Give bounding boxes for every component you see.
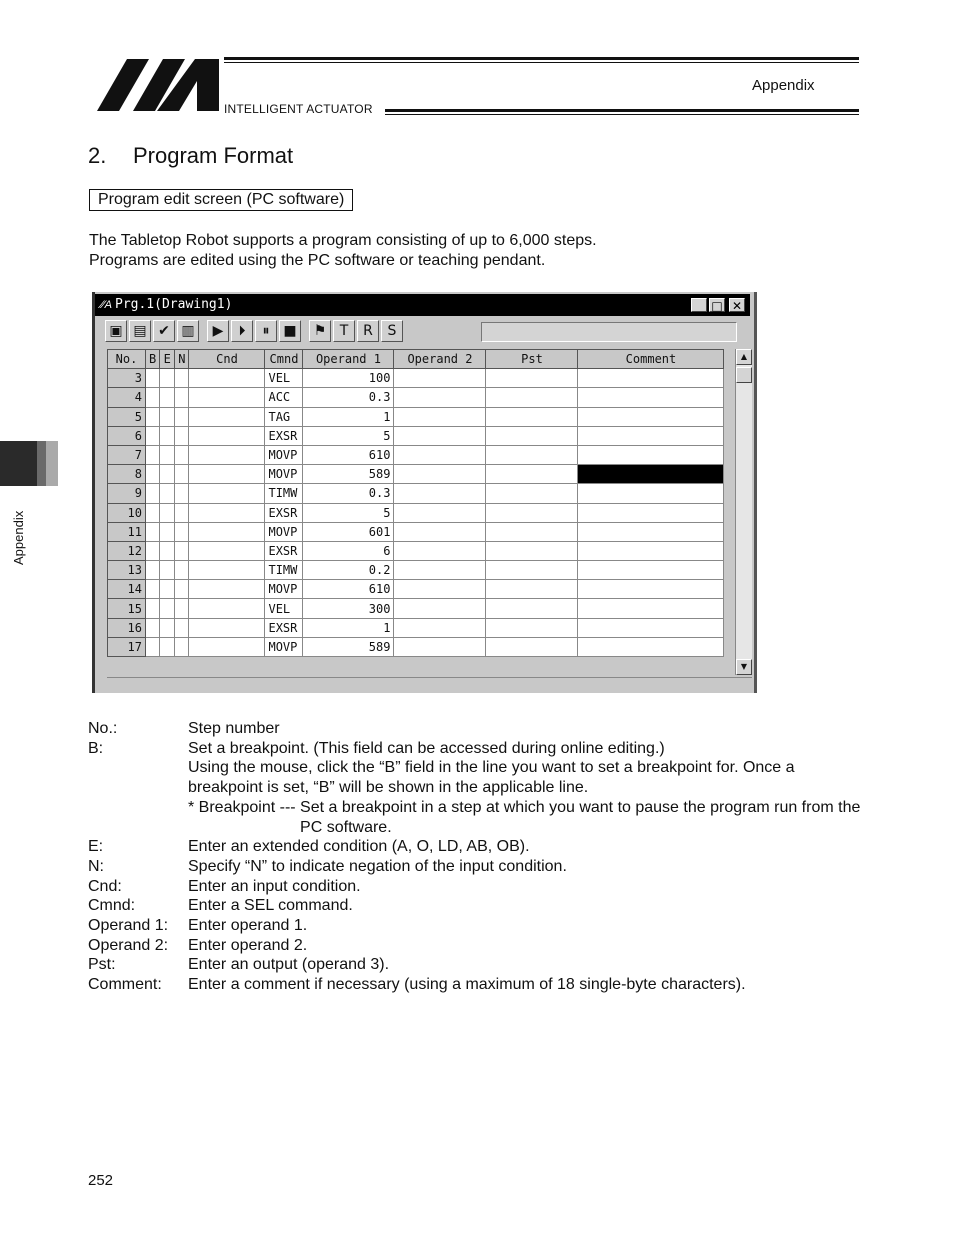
command-cell[interactable]: EXSR bbox=[265, 426, 303, 445]
select-icon[interactable]: ▤ bbox=[129, 320, 151, 342]
pst-cell[interactable] bbox=[486, 599, 578, 618]
operand2-cell[interactable] bbox=[394, 580, 486, 599]
pst-cell[interactable] bbox=[486, 388, 578, 407]
definition-term: Operand 2: bbox=[88, 936, 169, 954]
breakpoint-cell[interactable] bbox=[146, 503, 160, 522]
extended-condition-cell[interactable] bbox=[160, 599, 175, 618]
pst-cell[interactable] bbox=[486, 503, 578, 522]
operand2-cell[interactable] bbox=[394, 618, 486, 637]
comment-cell[interactable] bbox=[578, 561, 724, 580]
run-icon[interactable]: ▶ bbox=[207, 320, 229, 342]
table-row[interactable] bbox=[108, 407, 724, 426]
command-cell[interactable]: EXSR bbox=[265, 618, 303, 637]
table-row[interactable] bbox=[108, 580, 724, 599]
definition-term: Cmnd: bbox=[88, 897, 136, 915]
table-row[interactable] bbox=[108, 541, 724, 560]
operand2-cell[interactable] bbox=[394, 561, 486, 580]
pst-cell[interactable] bbox=[486, 445, 578, 464]
table-row[interactable] bbox=[108, 484, 724, 503]
pause-icon[interactable]: ⏸ bbox=[255, 320, 277, 342]
definition-term: No.: bbox=[88, 720, 118, 737]
step-number-cell[interactable]: 9 bbox=[108, 484, 146, 503]
pst-cell[interactable] bbox=[486, 618, 578, 637]
definition-desc: Enter operand 2. bbox=[188, 936, 308, 954]
negation-cell[interactable] bbox=[175, 407, 189, 426]
col-header-b[interactable]: B bbox=[146, 350, 160, 369]
command-cell[interactable]: TIMW bbox=[265, 561, 303, 580]
comment-cell[interactable] bbox=[578, 388, 724, 407]
negation-cell[interactable] bbox=[175, 599, 189, 618]
breakpoint-cell[interactable] bbox=[146, 637, 160, 656]
extended-condition-cell[interactable] bbox=[160, 407, 175, 426]
section-heading bbox=[88, 143, 293, 169]
operand2-cell[interactable] bbox=[394, 445, 486, 464]
definition-term: N: bbox=[88, 857, 104, 875]
extended-condition-cell[interactable] bbox=[160, 484, 175, 503]
comment-cell[interactable] bbox=[578, 637, 724, 656]
input-condition-cell[interactable] bbox=[189, 369, 265, 388]
definition-row bbox=[88, 877, 868, 897]
table-row[interactable] bbox=[108, 618, 724, 637]
extended-condition-cell[interactable] bbox=[160, 445, 175, 464]
breakpoint-cell[interactable] bbox=[146, 445, 160, 464]
negation-cell[interactable] bbox=[175, 369, 189, 388]
operand2-cell[interactable] bbox=[394, 541, 486, 560]
pst-cell[interactable] bbox=[486, 465, 578, 484]
window-title: Prg.1(Drawing1) bbox=[115, 297, 233, 312]
operand1-cell[interactable]: 1 bbox=[303, 407, 394, 426]
definition-term: Pst: bbox=[88, 956, 116, 974]
pst-cell[interactable] bbox=[486, 541, 578, 560]
step-number-cell[interactable]: 3 bbox=[108, 369, 146, 388]
negation-cell[interactable] bbox=[175, 541, 189, 560]
intro-line: The Tabletop Robot supports a program consisting of up to 6,000 steps. bbox=[89, 232, 597, 249]
operand1-cell[interactable]: 6 bbox=[303, 541, 394, 560]
extended-condition-cell[interactable] bbox=[160, 541, 175, 560]
extended-condition-cell[interactable] bbox=[160, 580, 175, 599]
definition-row bbox=[88, 975, 868, 995]
operand1-cell[interactable]: 1 bbox=[303, 618, 394, 637]
scroll-down-icon[interactable]: ▼ bbox=[736, 659, 752, 675]
col-header-pst[interactable]: Pst bbox=[486, 350, 578, 369]
operand2-cell[interactable] bbox=[394, 465, 486, 484]
pst-cell[interactable] bbox=[486, 426, 578, 445]
input-condition-cell[interactable] bbox=[189, 426, 265, 445]
input-condition-cell[interactable] bbox=[189, 580, 265, 599]
operand1-cell[interactable]: 589 bbox=[303, 465, 394, 484]
negation-cell[interactable] bbox=[175, 484, 189, 503]
program-edit-window bbox=[92, 292, 757, 693]
step-number-cell[interactable]: 11 bbox=[108, 522, 146, 541]
header-company-name: INTELLIGENT ACTUATOR bbox=[224, 102, 373, 116]
negation-cell[interactable] bbox=[175, 465, 189, 484]
col-header-n[interactable]: N bbox=[175, 350, 189, 369]
breakpoint-cell[interactable] bbox=[146, 599, 160, 618]
col-header-operand2[interactable]: Operand 2 bbox=[394, 350, 486, 369]
scroll-up-icon[interactable]: ▲ bbox=[736, 349, 752, 365]
cube-t-icon[interactable]: T bbox=[333, 320, 355, 342]
definition-term bbox=[88, 758, 188, 797]
negation-cell[interactable] bbox=[175, 426, 189, 445]
input-condition-cell[interactable] bbox=[189, 637, 265, 656]
comment-cell[interactable] bbox=[578, 503, 724, 522]
command-cell[interactable]: MOVP bbox=[265, 580, 303, 599]
step-number-cell[interactable]: 6 bbox=[108, 426, 146, 445]
table-row[interactable] bbox=[108, 561, 724, 580]
table-row[interactable] bbox=[108, 465, 724, 484]
definition-term: Cnd: bbox=[88, 877, 122, 895]
operand2-cell[interactable] bbox=[394, 369, 486, 388]
step-number-cell[interactable]: 12 bbox=[108, 541, 146, 560]
step-number-cell[interactable]: 16 bbox=[108, 618, 146, 637]
breakpoint-cell[interactable] bbox=[146, 541, 160, 560]
check-icon[interactable]: ✔ bbox=[153, 320, 175, 342]
side-tab-label: Appendix bbox=[11, 510, 26, 565]
breakpoint-note bbox=[188, 798, 868, 837]
definition-term bbox=[88, 798, 188, 837]
command-cell[interactable]: ACC bbox=[265, 388, 303, 407]
table-row[interactable] bbox=[108, 388, 724, 407]
extended-condition-cell[interactable] bbox=[160, 618, 175, 637]
operand2-cell[interactable] bbox=[394, 388, 486, 407]
negation-cell[interactable] bbox=[175, 618, 189, 637]
toolbar bbox=[105, 320, 405, 344]
input-condition-cell[interactable] bbox=[189, 618, 265, 637]
command-cell[interactable]: TIMW bbox=[265, 484, 303, 503]
comment-cell[interactable] bbox=[578, 369, 724, 388]
step-run-icon[interactable]: ⏵ bbox=[231, 320, 253, 342]
intro-line: Programs are edited using the PC software or teaching pendant. bbox=[89, 251, 546, 269]
definition-desc: Set a breakpoint. (This field can be accessed during online editing.) bbox=[188, 739, 665, 757]
extended-condition-cell[interactable] bbox=[160, 369, 175, 388]
operand1-cell[interactable]: 100 bbox=[303, 369, 394, 388]
extended-condition-cell[interactable] bbox=[160, 522, 175, 541]
table-row[interactable] bbox=[108, 503, 724, 522]
operand2-cell[interactable] bbox=[394, 503, 486, 522]
command-cell[interactable]: MOVP bbox=[265, 465, 303, 484]
definition-desc: Enter an extended condition (A, O, LD, AB, OB). bbox=[188, 838, 530, 856]
operand2-cell[interactable] bbox=[394, 426, 486, 445]
definition-desc: Enter an output (operand 3). bbox=[188, 956, 390, 974]
scroll-thumb[interactable] bbox=[736, 367, 752, 383]
definition-row bbox=[88, 837, 868, 857]
minimize-button[interactable]: _ bbox=[691, 298, 707, 312]
breakpoint-cell[interactable] bbox=[146, 407, 160, 426]
intro-paragraph bbox=[89, 231, 597, 270]
operand1-cell[interactable]: 0.3 bbox=[303, 484, 394, 503]
definition-row bbox=[88, 955, 868, 975]
note-label: * Breakpoint --- bbox=[188, 798, 301, 816]
input-condition-cell[interactable] bbox=[189, 484, 265, 503]
step-number-cell[interactable]: 13 bbox=[108, 561, 146, 580]
input-condition-cell[interactable] bbox=[189, 445, 265, 464]
step-number-cell[interactable]: 5 bbox=[108, 407, 146, 426]
definition-desc: Using the mouse, click the “B” field in the line you want to set a breakpoint for. Once a breakpoint is set, “B” will be shown in the applicable line. bbox=[188, 759, 795, 797]
col-header-cnd[interactable]: Cnd bbox=[189, 350, 265, 369]
operand1-cell[interactable]: 589 bbox=[303, 637, 394, 656]
header-rule-bottom bbox=[385, 109, 859, 115]
negation-cell[interactable] bbox=[175, 522, 189, 541]
comment-cell[interactable] bbox=[578, 522, 724, 541]
command-cell[interactable]: EXSR bbox=[265, 541, 303, 560]
comment-cell[interactable] bbox=[578, 618, 724, 637]
operand1-cell[interactable]: 610 bbox=[303, 445, 394, 464]
col-header-no[interactable]: No. bbox=[108, 350, 146, 369]
status-bar bbox=[107, 677, 752, 692]
input-condition-cell[interactable] bbox=[189, 407, 265, 426]
negation-cell[interactable] bbox=[175, 503, 189, 522]
definition-term: Comment: bbox=[88, 976, 162, 994]
table-row[interactable] bbox=[108, 522, 724, 541]
stop-icon[interactable]: ■ bbox=[279, 320, 301, 342]
maximize-button[interactable]: □ bbox=[709, 298, 725, 312]
pst-cell[interactable] bbox=[486, 637, 578, 656]
definition-row bbox=[88, 758, 868, 797]
col-header-cmnd[interactable]: Cmnd bbox=[265, 350, 303, 369]
breakpoint-cell[interactable] bbox=[146, 561, 160, 580]
program-grid bbox=[107, 349, 724, 657]
command-cell[interactable]: MOVP bbox=[265, 522, 303, 541]
definition-row bbox=[88, 916, 868, 936]
note-text: Set a breakpoint in a step at which you want to pause the program run from the PC software. bbox=[300, 798, 861, 836]
comment-cell[interactable] bbox=[578, 484, 724, 503]
comment-cell[interactable] bbox=[578, 599, 724, 618]
col-header-operand1[interactable]: Operand 1 bbox=[303, 350, 394, 369]
side-tab-marker bbox=[0, 441, 58, 486]
command-cell[interactable]: VEL bbox=[265, 599, 303, 618]
definition-row bbox=[88, 896, 868, 916]
step-number-cell[interactable]: 10 bbox=[108, 503, 146, 522]
header-rule-top bbox=[224, 57, 859, 63]
negation-cell[interactable] bbox=[175, 388, 189, 407]
pst-cell[interactable] bbox=[486, 522, 578, 541]
save-icon[interactable]: ▣ bbox=[105, 320, 127, 342]
table-row[interactable] bbox=[108, 445, 724, 464]
col-header-comment[interactable]: Comment bbox=[578, 350, 724, 369]
command-cell[interactable]: VEL bbox=[265, 369, 303, 388]
step-number-cell[interactable]: 15 bbox=[108, 599, 146, 618]
comment-cell[interactable] bbox=[578, 426, 724, 445]
step-number-cell[interactable]: 14 bbox=[108, 580, 146, 599]
operand2-cell[interactable] bbox=[394, 407, 486, 426]
close-button[interactable]: ✕ bbox=[729, 298, 745, 312]
pst-cell[interactable] bbox=[486, 369, 578, 388]
extended-condition-cell[interactable] bbox=[160, 426, 175, 445]
operand1-cell[interactable]: 601 bbox=[303, 522, 394, 541]
breakpoint-cell[interactable] bbox=[146, 465, 160, 484]
table-row[interactable] bbox=[108, 637, 724, 656]
pst-cell[interactable] bbox=[486, 484, 578, 503]
breakpoint-cell[interactable] bbox=[146, 580, 160, 599]
negation-cell[interactable] bbox=[175, 561, 189, 580]
table-row[interactable] bbox=[108, 369, 724, 388]
pst-cell[interactable] bbox=[486, 561, 578, 580]
definition-desc: Specify “N” to indicate negation of the input condition. bbox=[188, 857, 567, 875]
definition-term: B: bbox=[88, 739, 104, 757]
operand1-cell[interactable]: 5 bbox=[303, 426, 394, 445]
breakpoint-cell[interactable] bbox=[146, 618, 160, 637]
table-row[interactable] bbox=[108, 426, 724, 445]
definition-term: Operand 1: bbox=[88, 917, 169, 935]
input-condition-cell[interactable] bbox=[189, 503, 265, 522]
definition-desc: Enter a comment if necessary (using a maximum of 18 single-byte characters). bbox=[188, 976, 746, 994]
negation-cell[interactable] bbox=[175, 445, 189, 464]
step-number-cell[interactable]: 7 bbox=[108, 445, 146, 464]
negation-cell[interactable] bbox=[175, 637, 189, 656]
flag-icon[interactable]: ⚑ bbox=[309, 320, 331, 342]
table-row[interactable] bbox=[108, 599, 724, 618]
cube-r-icon[interactable]: R bbox=[357, 320, 379, 342]
comment-cell[interactable] bbox=[578, 407, 724, 426]
input-condition-cell[interactable] bbox=[189, 561, 265, 580]
field-definitions bbox=[88, 719, 868, 995]
window-titlebar bbox=[95, 294, 750, 316]
operand1-cell[interactable]: 610 bbox=[303, 580, 394, 599]
operand2-cell[interactable] bbox=[394, 637, 486, 656]
definition-row bbox=[88, 739, 868, 759]
input-condition-cell[interactable] bbox=[189, 465, 265, 484]
definition-desc: Enter an input condition. bbox=[188, 877, 361, 895]
extended-condition-cell[interactable] bbox=[160, 637, 175, 656]
operand2-cell[interactable] bbox=[394, 522, 486, 541]
grid-body bbox=[108, 369, 724, 657]
command-cell[interactable]: MOVP bbox=[265, 637, 303, 656]
definition-desc: Enter operand 1. bbox=[188, 917, 308, 935]
figure-caption-box: Program edit screen (PC software) bbox=[89, 189, 353, 211]
extended-condition-cell[interactable] bbox=[160, 388, 175, 407]
command-cell[interactable]: EXSR bbox=[265, 503, 303, 522]
extended-condition-cell[interactable] bbox=[160, 465, 175, 484]
breakpoint-cell[interactable] bbox=[146, 522, 160, 541]
section-number: 2. bbox=[88, 143, 107, 168]
vertical-scrollbar[interactable] bbox=[735, 349, 752, 675]
print-icon[interactable]: ▥ bbox=[177, 320, 199, 342]
breakpoint-cell[interactable] bbox=[146, 369, 160, 388]
operand2-cell[interactable] bbox=[394, 484, 486, 503]
header-section-name: Appendix bbox=[752, 77, 815, 94]
negation-cell[interactable] bbox=[175, 580, 189, 599]
definition-desc: Enter a SEL command. bbox=[188, 897, 353, 915]
input-condition-cell[interactable] bbox=[189, 599, 265, 618]
operand1-cell[interactable]: 0.2 bbox=[303, 561, 394, 580]
definition-row bbox=[88, 936, 868, 956]
comment-cell[interactable] bbox=[578, 465, 724, 484]
definition-row bbox=[88, 719, 868, 739]
cube-s-icon[interactable]: S bbox=[381, 320, 403, 342]
input-condition-cell[interactable] bbox=[189, 522, 265, 541]
comment-cell[interactable] bbox=[578, 445, 724, 464]
page-number: 252 bbox=[88, 1172, 114, 1189]
command-cell[interactable]: MOVP bbox=[265, 445, 303, 464]
operand1-cell[interactable]: 0.3 bbox=[303, 388, 394, 407]
operand1-cell[interactable]: 300 bbox=[303, 599, 394, 618]
step-number-cell[interactable]: 8 bbox=[108, 465, 146, 484]
iai-logo bbox=[97, 59, 219, 111]
comment-cell[interactable] bbox=[578, 541, 724, 560]
step-number-cell[interactable]: 17 bbox=[108, 637, 146, 656]
app-logo-icon: ⁄⁄A bbox=[101, 299, 113, 311]
operand1-cell[interactable]: 5 bbox=[303, 503, 394, 522]
command-cell[interactable]: TAG bbox=[265, 407, 303, 426]
definition-desc: Step number bbox=[188, 720, 280, 737]
pst-cell[interactable] bbox=[486, 580, 578, 599]
definition-term: E: bbox=[88, 838, 104, 856]
toolbar-info-field bbox=[481, 322, 737, 342]
definition-row bbox=[88, 857, 868, 877]
input-condition-cell[interactable] bbox=[189, 388, 265, 407]
breakpoint-cell[interactable] bbox=[146, 426, 160, 445]
step-number-cell[interactable]: 4 bbox=[108, 388, 146, 407]
grid-header-row bbox=[108, 350, 724, 369]
extended-condition-cell[interactable] bbox=[160, 561, 175, 580]
operand2-cell[interactable] bbox=[394, 599, 486, 618]
input-condition-cell[interactable] bbox=[189, 541, 265, 560]
extended-condition-cell[interactable] bbox=[160, 503, 175, 522]
breakpoint-cell[interactable] bbox=[146, 484, 160, 503]
definition-row bbox=[88, 798, 868, 837]
breakpoint-cell[interactable] bbox=[146, 388, 160, 407]
col-header-e[interactable]: E bbox=[160, 350, 175, 369]
comment-cell[interactable] bbox=[578, 580, 724, 599]
section-title: Program Format bbox=[133, 143, 294, 168]
pst-cell[interactable] bbox=[486, 407, 578, 426]
